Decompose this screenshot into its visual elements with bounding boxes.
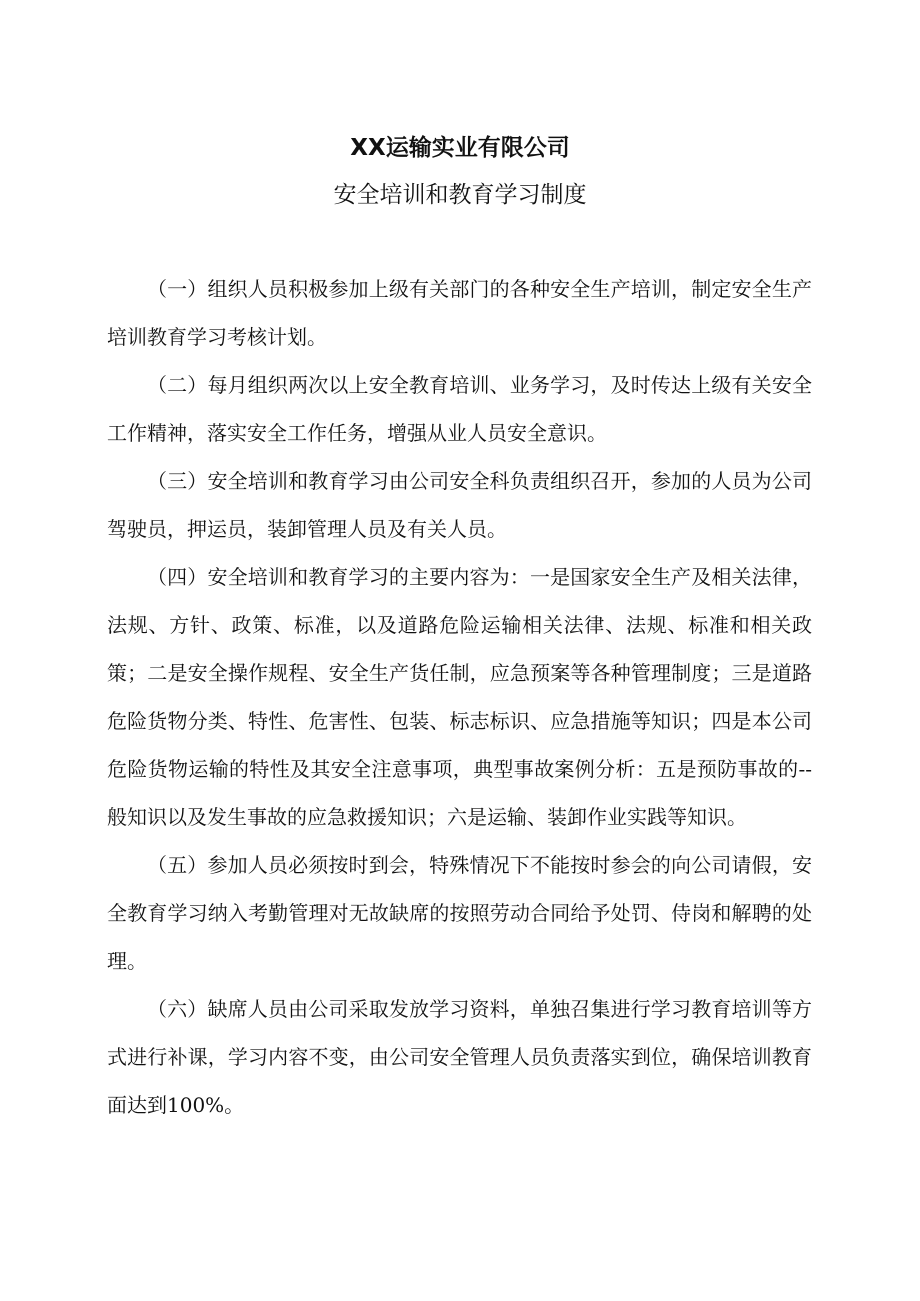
paragraph-4: （四）安全培训和教育学习的主要内容为：一是国家安全生产及相关法律，法规、方针、政策、标准，以及道路危险运输相关法律、法规、标准和相关政策；二是安全操作规程、安全生产货任制，应急预案等各种管理制度；三是道路危险货物分类、特性、危害性、包装、标志标识、应急措施等知识；四是本公司危险货物运输的特性及其安全注意事项，典型事故案例分析：五是预防事故的--般知识以及发生事故的应急救援知识；六是运输、装卸作业实践等知识。 bbox=[107, 565, 812, 829]
paragraph-3: （三）安全培训和教育学习由公司安全科负责组织召开，参加的人员为公司驾驶员，押运员，装卸管理人员及有关人员。 bbox=[107, 469, 812, 541]
document-title-regulation: 安全培训和教育学习制度 bbox=[333, 182, 587, 208]
document-title-company: XX运输实业有限公司 bbox=[350, 135, 570, 161]
document-body bbox=[107, 265, 812, 1129]
paragraph-5: （五）参加人员必须按时到会，特殊情况下不能按时参会的向公司请假，安全教育学习纳入考勤管理对无故缺席的按照劳动合同给予处罚、侍岗和解聘的处理。 bbox=[107, 853, 812, 973]
paragraph-6: （六）缺席人员由公司采取发放学习资料，单独召集进行学习教育培训等方式进行补课，学习内容不变，由公司安全管理人员负责落实到位，确保培训教育面达到100%。 bbox=[107, 997, 812, 1117]
paragraph-1: （一）组织人员积极参加上级有关部门的各种安全生产培训，制定安全生产培训教育学习考核计划。 bbox=[107, 277, 812, 349]
paragraph-2: （二）每月组织两次以上安全教育培训、业务学习，及时传达上级有关安全工作精神，落实安全工作任务，增强从业人员安全意识。 bbox=[107, 373, 812, 445]
